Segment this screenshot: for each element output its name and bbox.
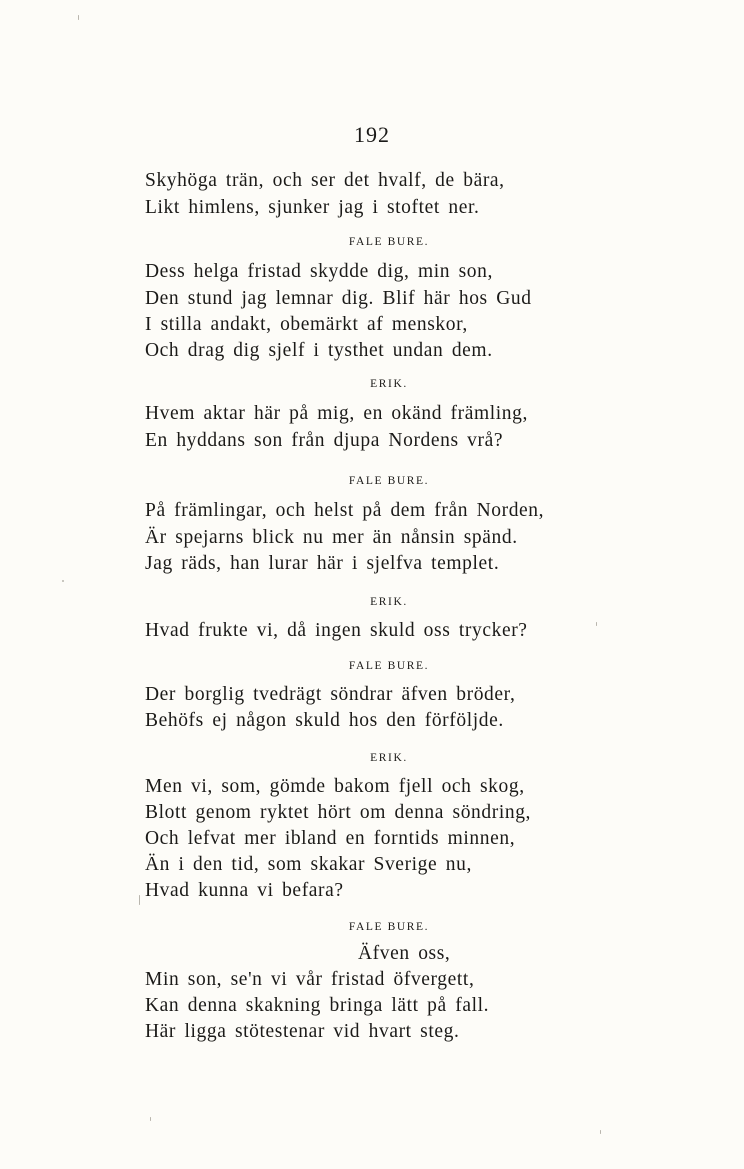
verse-line: Den stund jag lemnar dig. Blif här hos Gud: [145, 288, 532, 309]
speaker-name: FALE BURE.: [348, 660, 430, 672]
verse-line: Skyhöga trän, och ser det hvalf, de bära,: [145, 170, 505, 191]
verse-line: På främlingar, och helst på dem från Norden,: [145, 500, 545, 521]
verse-line: Kan denna skakning bringa lätt på fall.: [145, 995, 490, 1016]
paper-speck: [62, 580, 64, 582]
verse-line: Men vi, som, gömde bakom fjell och skog,: [145, 776, 525, 797]
verse-line: Behöfs ej någon skuld hos den förföljde.: [145, 710, 504, 731]
verse-line: I stilla andakt, obemärkt af menskor,: [145, 314, 468, 335]
verse-line: Jag räds, han lurar här i sjelfva templet.: [145, 553, 500, 574]
verse-line: Blott genom ryktet hört om denna söndring,: [145, 802, 532, 823]
speaker-name: FALE BURE.: [348, 236, 430, 248]
paper-speck: [78, 15, 79, 20]
speaker-name: FALE BURE.: [348, 921, 430, 933]
verse-line: Äfven oss,: [358, 943, 451, 964]
verse-line: Och drag dig sjelf i tysthet undan dem.: [145, 340, 493, 361]
speaker-name: ERIK.: [370, 752, 408, 764]
verse-line: Är spejarns blick nu mer än nånsin spänd.: [145, 527, 518, 548]
verse-line: Dess helga fristad skydde dig, min son,: [145, 261, 493, 282]
verse-line: Än i den tid, som skakar Sverige nu,: [145, 854, 472, 875]
verse-line: Och lefvat mer ibland en forntids minnen,: [145, 828, 516, 849]
paper-speck: [150, 1117, 151, 1121]
verse-line: En hyddans son från djupa Nordens vrå?: [145, 430, 504, 451]
verse-line: Hvad kunna vi befara?: [145, 880, 344, 901]
paper-speck: [139, 895, 140, 905]
verse-line: Likt himlens, sjunker jag i stoftet ner.: [145, 197, 480, 218]
verse-line: Der borglig tvedrägt söndrar äfven bröder,: [145, 684, 516, 705]
paper-speck: [600, 1130, 601, 1134]
page-number: 192: [354, 122, 390, 147]
speaker-name: ERIK.: [370, 596, 408, 608]
verse-line: Min son, se'n vi vår fristad öfvergett,: [145, 969, 475, 990]
verse-line: Hvem aktar här på mig, en okänd främling,: [145, 403, 528, 424]
verse-line: Hvad frukte vi, då ingen skuld oss trycker?: [145, 620, 528, 641]
speaker-name: FALE BURE.: [348, 475, 430, 487]
speaker-name: ERIK.: [370, 378, 408, 390]
paper-speck: [596, 622, 597, 626]
verse-line: Här ligga stötestenar vid hvart steg.: [145, 1021, 460, 1042]
